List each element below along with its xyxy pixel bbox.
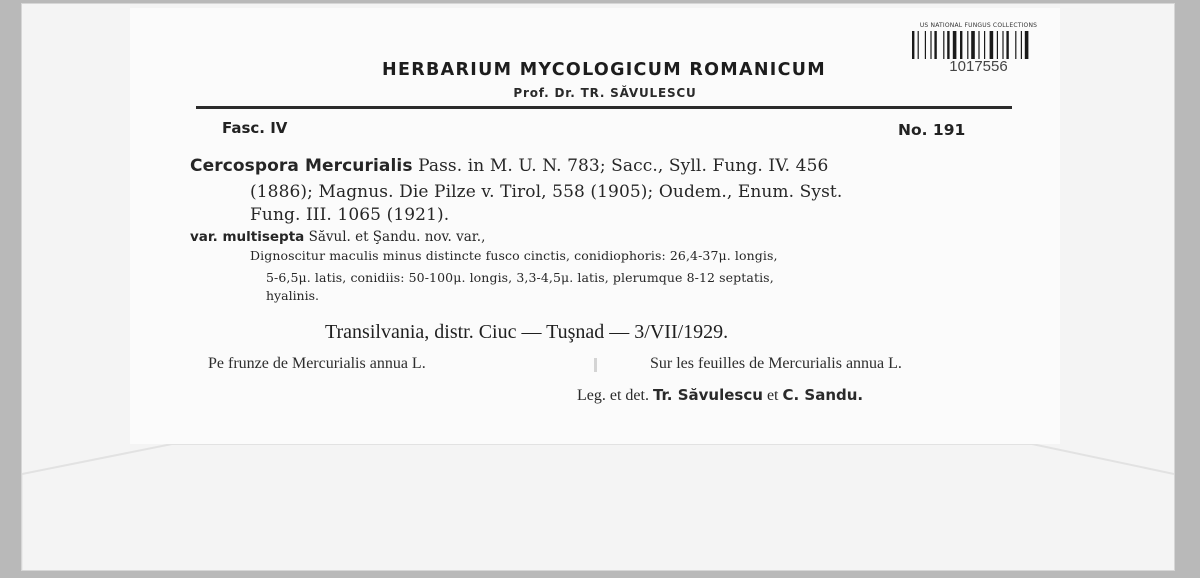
host-romanian: Pe frunze de Mercurialis annua L. [208, 355, 426, 372]
barcode-bar [960, 31, 962, 59]
barcode-bar [934, 31, 936, 59]
collectors-prefix: Leg. et det. [577, 387, 653, 404]
barcode-bar [996, 31, 997, 59]
barcode-bar [1020, 31, 1021, 59]
barcode-bars [911, 31, 1047, 59]
species-name: Cercospora Mercurialis [190, 156, 413, 176]
citation-line-3: Fung. III. 1065 (1921). [250, 205, 450, 225]
barcode-bar [912, 31, 914, 59]
barcode-bar [952, 31, 956, 59]
taxon-line-1 [190, 156, 828, 176]
citation-line-1: Pass. in M. U. N. 783; Sacc., Syll. Fung. IV. 456 [412, 156, 829, 176]
variety-authors: Săvul. et Şandu. nov. var., [304, 229, 486, 245]
separator-mark [594, 358, 597, 372]
header-rule [196, 106, 1012, 109]
barcode-bar [1002, 31, 1003, 59]
barcode [906, 22, 1051, 84]
barcode-bar [947, 31, 949, 59]
barcode-bar [1024, 31, 1028, 59]
diagnosis-line-2: 5-6,5μ. latis, conidiis: 50-100μ. longis, 3,3-4,5μ. latis, plerumque 8-12 septatis, [266, 270, 774, 285]
collectors-line [577, 386, 863, 405]
specimen-number: No. 191 [898, 121, 966, 139]
collectors-joiner: et [762, 387, 783, 404]
barcode-caption: US NATIONAL FUNGUS COLLECTIONS [919, 22, 1038, 29]
locality-line: Transilvania, distr. Ciuc — Tuşnad — 3/VII/1929. [325, 321, 729, 343]
barcode-bar [1006, 31, 1008, 59]
barcode-bar [984, 31, 985, 59]
diagnosis-line-3: hyalinis. [266, 288, 319, 303]
collector-1: Tr. Săvulescu [652, 386, 763, 404]
barcode-bar [989, 31, 993, 59]
herbarium-subtitle: Prof. Dr. TR. SĂVULESCU [513, 86, 697, 100]
herbarium-title: HERBARIUM MYCOLOGICUM ROMANICUM [382, 60, 826, 80]
variety-line [190, 229, 485, 245]
fascicle-label: Fasc. IV [222, 119, 288, 137]
barcode-bar [978, 31, 979, 59]
barcode-bar [917, 31, 918, 59]
barcode-bar [924, 31, 925, 59]
barcode-number: 1017556 [949, 58, 1008, 75]
barcode-bar [967, 31, 968, 59]
barcode-bar [971, 31, 975, 59]
host-french: Sur les feuilles de Mercurialis annua L. [650, 355, 902, 372]
diagnosis-line-1: Dignoscitur maculis minus distincte fusco cinctis, conidiophoris: 26,4-37μ. longis, [250, 248, 778, 263]
barcode-bar [1015, 31, 1016, 59]
variety-name: var. multisepta [190, 229, 305, 245]
barcode-bar [943, 31, 944, 59]
barcode-bar [930, 31, 931, 59]
collector-2: C. Sandu. [782, 386, 864, 404]
citation-line-2: (1886); Magnus. Die Pilze v. Tirol, 558 (1905); Oudem., Enum. Syst. [250, 182, 843, 202]
